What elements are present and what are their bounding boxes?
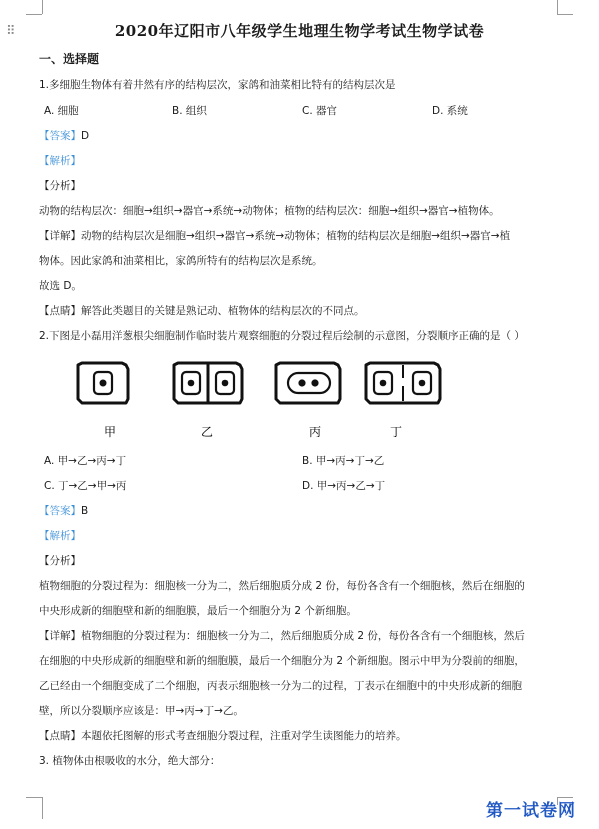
q1-option-a: A. 细胞: [44, 105, 79, 117]
q1-option-d: D. 系统: [432, 105, 468, 117]
label-bing: 丙: [308, 425, 322, 439]
crop-mark-top-left-v: [42, 0, 43, 14]
q1-answer: D: [81, 130, 90, 142]
q2-answer-tag: 【答案】: [39, 505, 81, 517]
q1-conclusion: 故选 D。: [39, 280, 82, 292]
label-yi: 乙: [200, 425, 214, 439]
q2-answer-line: [39, 504, 88, 518]
q2-detail-line-2: 在细胞的中央形成新的细胞壁和新的细胞膜，最后一个细胞分为 2 个新细胞。图示中甲为分裂前的细胞，: [39, 655, 525, 667]
q2-fenxi-tag: 【分析】: [39, 555, 81, 567]
q1-stem: 1.多细胞生物体有着井然有序的结构层次，家鸽和油菜相比特有的结构层次是: [39, 79, 396, 91]
q1-answer-tag: 【答案】: [39, 130, 81, 142]
q1-comment-tag: 【点睛】: [39, 305, 81, 317]
crop-mark-bottom-left-v: [42, 797, 43, 819]
q2-option-b: B. 甲→丙→丁→乙: [302, 455, 385, 467]
cell-ding: [366, 363, 440, 403]
cell-yi: [174, 363, 242, 403]
site-watermark: 第一试卷网: [486, 801, 576, 821]
q2-comment-tag: 【点睛】: [39, 730, 81, 742]
q2-detail-line-4: 壁，所以分裂顺序应该是：甲→丙→丁→乙。: [39, 705, 244, 717]
cell-division-figure: [70, 355, 450, 445]
q2-analysis-line-1: 植物细胞的分裂过程为：细胞核一分为二，然后细胞质分成 2 份，每份各含有一个细胞核，然后在细胞的: [39, 580, 525, 592]
q1-analysis: 动物的结构层次：细胞→组织→器官→系统→动物体；植物的结构层次：细胞→组织→器官→植物体。: [39, 205, 500, 217]
drag-handle-icon[interactable]: ⠿: [6, 24, 14, 39]
q1-detail-text-1: 动物的结构层次是细胞→组织→器官→系统→动物体；植物的结构层次是细胞→组织→器官→植: [81, 230, 511, 242]
q1-answer-line: [39, 129, 89, 143]
q1-option-b: B. 组织: [172, 105, 207, 117]
q2-answer: B: [81, 505, 89, 517]
q1-detail-line-1: [39, 229, 510, 243]
q2-jiexi-tag: 【解析】: [39, 530, 81, 542]
q2-comment: 本题依托图解的形式考查细胞分裂过程，注重对学生读图能力的培养。: [81, 730, 407, 742]
crop-mark-bottom-left-h: [26, 797, 42, 798]
label-ding: 丁: [389, 425, 403, 439]
q1-comment: 解答此类题目的关键是熟记动、植物体的结构层次的不同点。: [81, 305, 365, 317]
cell-bing: [276, 363, 340, 403]
cell-jia: [78, 363, 128, 403]
q1-jiexi-tag: 【解析】: [39, 155, 81, 167]
q1-option-c: C. 器官: [302, 105, 338, 117]
q2-detail-text-1: 植物细胞的分裂过程为：细胞核一分为二，然后细胞质分成 2 份，每份各含有一个细胞核，然后: [81, 630, 525, 642]
q2-detail-line-3: 乙已经由一个细胞变成了二个细胞，丙表示细胞核一分为二的过程，丁表示在细胞中的中央形成新的细胞: [39, 680, 522, 692]
q1-comment-line: [39, 304, 365, 318]
q2-detail-tag: 【详解】: [39, 630, 81, 642]
q1-fenxi-tag: 【分析】: [39, 180, 81, 192]
crop-mark-top-right-v: [557, 0, 558, 14]
q2-analysis-line-2: 中央形成新的细胞壁和新的细胞膜，最后一个细胞分为 2 个新细胞。: [39, 605, 357, 617]
label-jia: 甲: [103, 425, 117, 439]
q2-option-d: D. 甲→丙→乙→丁: [302, 480, 386, 492]
crop-mark-top-left-h: [26, 14, 42, 15]
q2-stem: 2.下图是小磊用洋葱根尖细胞制作临时装片观察细胞的分裂过程后绘制的示意图，分裂顺序正确的是（ ）: [39, 330, 525, 342]
page-title: 2020年辽阳市八年级学生地理生物学考试生物学试卷: [114, 22, 485, 40]
section-heading: 一、选择题: [39, 52, 100, 66]
q3-stem: 3. 植物体由根吸收的水分，绝大部分：: [39, 755, 221, 767]
q1-detail-line-2: 物体。因此家鸽和油菜相比，家鸽所特有的结构层次是系统。: [39, 255, 323, 267]
crop-mark-top-right-h: [557, 14, 573, 15]
q2-option-a: A. 甲→乙→丙→丁: [44, 455, 127, 467]
q2-option-c: C. 丁→乙→甲→丙: [44, 480, 127, 492]
q2-detail-line-1: [39, 629, 525, 643]
q2-comment-line: [39, 729, 407, 743]
q1-detail-tag: 【详解】: [39, 230, 81, 242]
